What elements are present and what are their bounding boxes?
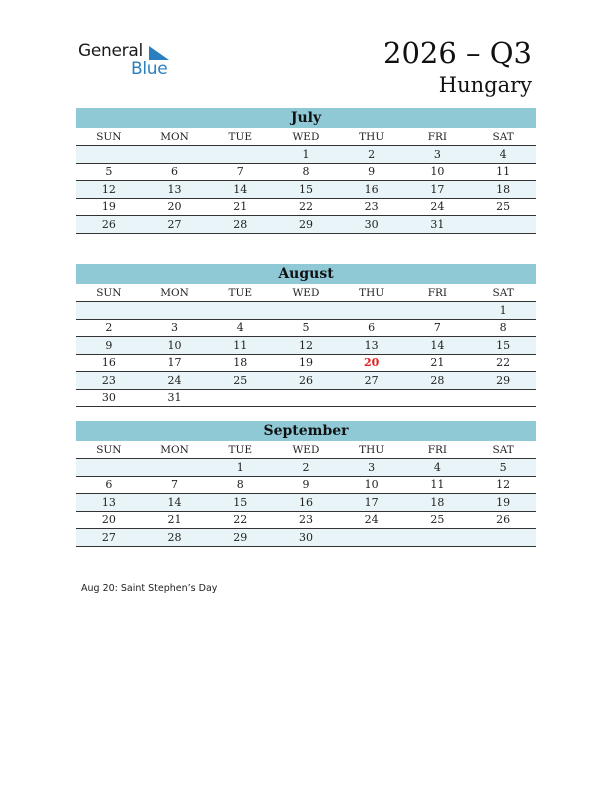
day-cell: 13 <box>339 337 405 355</box>
day-cell: 16 <box>339 181 405 199</box>
week-row <box>76 529 536 547</box>
day-cell: 10 <box>405 163 471 181</box>
day-cell: 30 <box>76 389 142 407</box>
day-cell: 14 <box>405 337 471 355</box>
weekday-header: SAT <box>470 441 536 459</box>
empty-day-cell <box>76 302 142 320</box>
weekday-header: TUE <box>207 441 273 459</box>
day-cell: 10 <box>142 337 208 355</box>
month-title: July <box>76 108 536 128</box>
weekday-header: WED <box>273 441 339 459</box>
empty-day-cell <box>273 302 339 320</box>
day-cell: 8 <box>273 163 339 181</box>
day-cell: 2 <box>76 319 142 337</box>
day-cell: 28 <box>405 372 471 390</box>
weekday-header: SAT <box>470 128 536 146</box>
day-cell: 8 <box>470 319 536 337</box>
day-cell: 1 <box>470 302 536 320</box>
weekday-header: SAT <box>470 284 536 302</box>
logo-word-blue: Blue <box>131 59 168 79</box>
day-cell: 22 <box>273 198 339 216</box>
day-cell: 20 <box>76 511 142 529</box>
month-title: September <box>76 421 536 441</box>
logo-word-general: General <box>78 41 143 61</box>
empty-day-cell <box>207 389 273 407</box>
day-cell: 15 <box>470 337 536 355</box>
weekday-header: SUN <box>76 284 142 302</box>
empty-day-cell <box>207 146 273 164</box>
day-cell: 21 <box>142 511 208 529</box>
day-cell: 12 <box>273 337 339 355</box>
day-cell: 7 <box>405 319 471 337</box>
logo-triangle-icon <box>149 46 169 60</box>
month-title: August <box>76 264 536 284</box>
day-cell: 22 <box>470 354 536 372</box>
day-cell: 27 <box>339 372 405 390</box>
week-row <box>76 216 536 234</box>
day-cell: 24 <box>142 372 208 390</box>
empty-day-cell <box>470 529 536 547</box>
day-cell: 20 <box>142 198 208 216</box>
day-cell: 13 <box>142 181 208 199</box>
day-cell: 19 <box>470 494 536 512</box>
week-row <box>76 302 536 320</box>
day-cell: 27 <box>142 216 208 234</box>
day-cell: 31 <box>142 389 208 407</box>
weekday-header: THU <box>339 441 405 459</box>
day-cell: 23 <box>339 198 405 216</box>
day-cell: 29 <box>470 372 536 390</box>
weekday-header: FRI <box>405 441 471 459</box>
day-cell: 26 <box>470 511 536 529</box>
generalblue-logo <box>78 41 188 81</box>
day-cell: 17 <box>405 181 471 199</box>
day-cell: 16 <box>273 494 339 512</box>
empty-day-cell <box>405 389 471 407</box>
weekday-header: WED <box>273 128 339 146</box>
day-cell: 19 <box>76 198 142 216</box>
weekday-header: MON <box>142 128 208 146</box>
day-cell: 29 <box>273 216 339 234</box>
day-cell: 4 <box>470 146 536 164</box>
day-cell: 7 <box>142 476 208 494</box>
day-cell: 26 <box>273 372 339 390</box>
day-cell: 26 <box>76 216 142 234</box>
empty-day-cell <box>405 529 471 547</box>
day-cell: 20 <box>339 354 405 372</box>
country-name: Hungary <box>438 73 532 97</box>
empty-day-cell <box>142 302 208 320</box>
day-cell: 18 <box>470 181 536 199</box>
weekday-header: MON <box>142 441 208 459</box>
empty-day-cell <box>339 529 405 547</box>
week-row <box>76 476 536 494</box>
weekday-header: TUE <box>207 284 273 302</box>
day-cell: 5 <box>76 163 142 181</box>
day-cell: 7 <box>207 163 273 181</box>
day-cell: 28 <box>207 216 273 234</box>
day-cell: 23 <box>273 511 339 529</box>
day-cell: 3 <box>339 459 405 477</box>
empty-day-cell <box>339 389 405 407</box>
day-cell: 17 <box>142 354 208 372</box>
weekday-header: THU <box>339 128 405 146</box>
day-cell: 22 <box>207 511 273 529</box>
day-cell: 31 <box>405 216 471 234</box>
week-row <box>76 459 536 477</box>
week-row <box>76 198 536 216</box>
empty-day-cell <box>76 146 142 164</box>
day-cell: 30 <box>339 216 405 234</box>
day-cell: 1 <box>273 146 339 164</box>
day-cell: 30 <box>273 529 339 547</box>
day-cell: 14 <box>142 494 208 512</box>
week-row <box>76 511 536 529</box>
day-cell: 5 <box>273 319 339 337</box>
month-august <box>76 264 536 407</box>
month-september <box>76 421 536 547</box>
day-cell: 14 <box>207 181 273 199</box>
day-cell: 1 <box>207 459 273 477</box>
day-cell: 15 <box>273 181 339 199</box>
weekday-header: SUN <box>76 441 142 459</box>
week-row <box>76 389 536 407</box>
day-cell: 9 <box>76 337 142 355</box>
day-cell: 28 <box>142 529 208 547</box>
day-cell: 16 <box>76 354 142 372</box>
week-row <box>76 494 536 512</box>
day-cell: 25 <box>470 198 536 216</box>
calendar-grid <box>76 441 536 547</box>
day-cell: 13 <box>76 494 142 512</box>
empty-day-cell <box>273 389 339 407</box>
day-cell: 9 <box>273 476 339 494</box>
day-cell: 18 <box>405 494 471 512</box>
weekday-header: SUN <box>76 128 142 146</box>
day-cell: 8 <box>207 476 273 494</box>
empty-day-cell <box>470 216 536 234</box>
day-cell: 2 <box>339 146 405 164</box>
day-cell: 6 <box>339 319 405 337</box>
calendar-grid <box>76 128 536 234</box>
weekday-header: THU <box>339 284 405 302</box>
day-cell: 15 <box>207 494 273 512</box>
day-cell: 9 <box>339 163 405 181</box>
weekday-header: FRI <box>405 128 471 146</box>
empty-day-cell <box>142 146 208 164</box>
empty-day-cell <box>142 459 208 477</box>
day-cell: 19 <box>273 354 339 372</box>
weekday-header: FRI <box>405 284 471 302</box>
month-july <box>76 108 536 234</box>
day-cell: 4 <box>405 459 471 477</box>
day-cell: 21 <box>405 354 471 372</box>
week-row <box>76 337 536 355</box>
week-row <box>76 372 536 390</box>
week-row <box>76 163 536 181</box>
day-cell: 24 <box>405 198 471 216</box>
day-cell: 2 <box>273 459 339 477</box>
day-cell: 6 <box>142 163 208 181</box>
day-cell: 5 <box>470 459 536 477</box>
day-cell: 11 <box>405 476 471 494</box>
day-cell: 25 <box>405 511 471 529</box>
empty-day-cell <box>339 302 405 320</box>
day-cell: 24 <box>339 511 405 529</box>
empty-day-cell <box>470 389 536 407</box>
weekday-header: TUE <box>207 128 273 146</box>
empty-day-cell <box>405 302 471 320</box>
day-cell: 29 <box>207 529 273 547</box>
holiday-note: Aug 20: Saint Stephen’s Day <box>81 583 218 594</box>
day-cell: 10 <box>339 476 405 494</box>
day-cell: 11 <box>470 163 536 181</box>
calendar-grid <box>76 284 536 407</box>
day-cell: 25 <box>207 372 273 390</box>
week-row <box>76 354 536 372</box>
day-cell: 27 <box>76 529 142 547</box>
day-cell: 6 <box>76 476 142 494</box>
day-cell: 4 <box>207 319 273 337</box>
week-row <box>76 181 536 199</box>
page-title: 2026 – Q3 <box>383 36 532 70</box>
weekday-header: WED <box>273 284 339 302</box>
week-row <box>76 319 536 337</box>
empty-day-cell <box>76 459 142 477</box>
empty-day-cell <box>207 302 273 320</box>
day-cell: 23 <box>76 372 142 390</box>
day-cell: 12 <box>470 476 536 494</box>
day-cell: 18 <box>207 354 273 372</box>
day-cell: 11 <box>207 337 273 355</box>
day-cell: 21 <box>207 198 273 216</box>
day-cell: 17 <box>339 494 405 512</box>
weekday-header: MON <box>142 284 208 302</box>
day-cell: 3 <box>405 146 471 164</box>
day-cell: 12 <box>76 181 142 199</box>
week-row <box>76 146 536 164</box>
day-cell: 3 <box>142 319 208 337</box>
